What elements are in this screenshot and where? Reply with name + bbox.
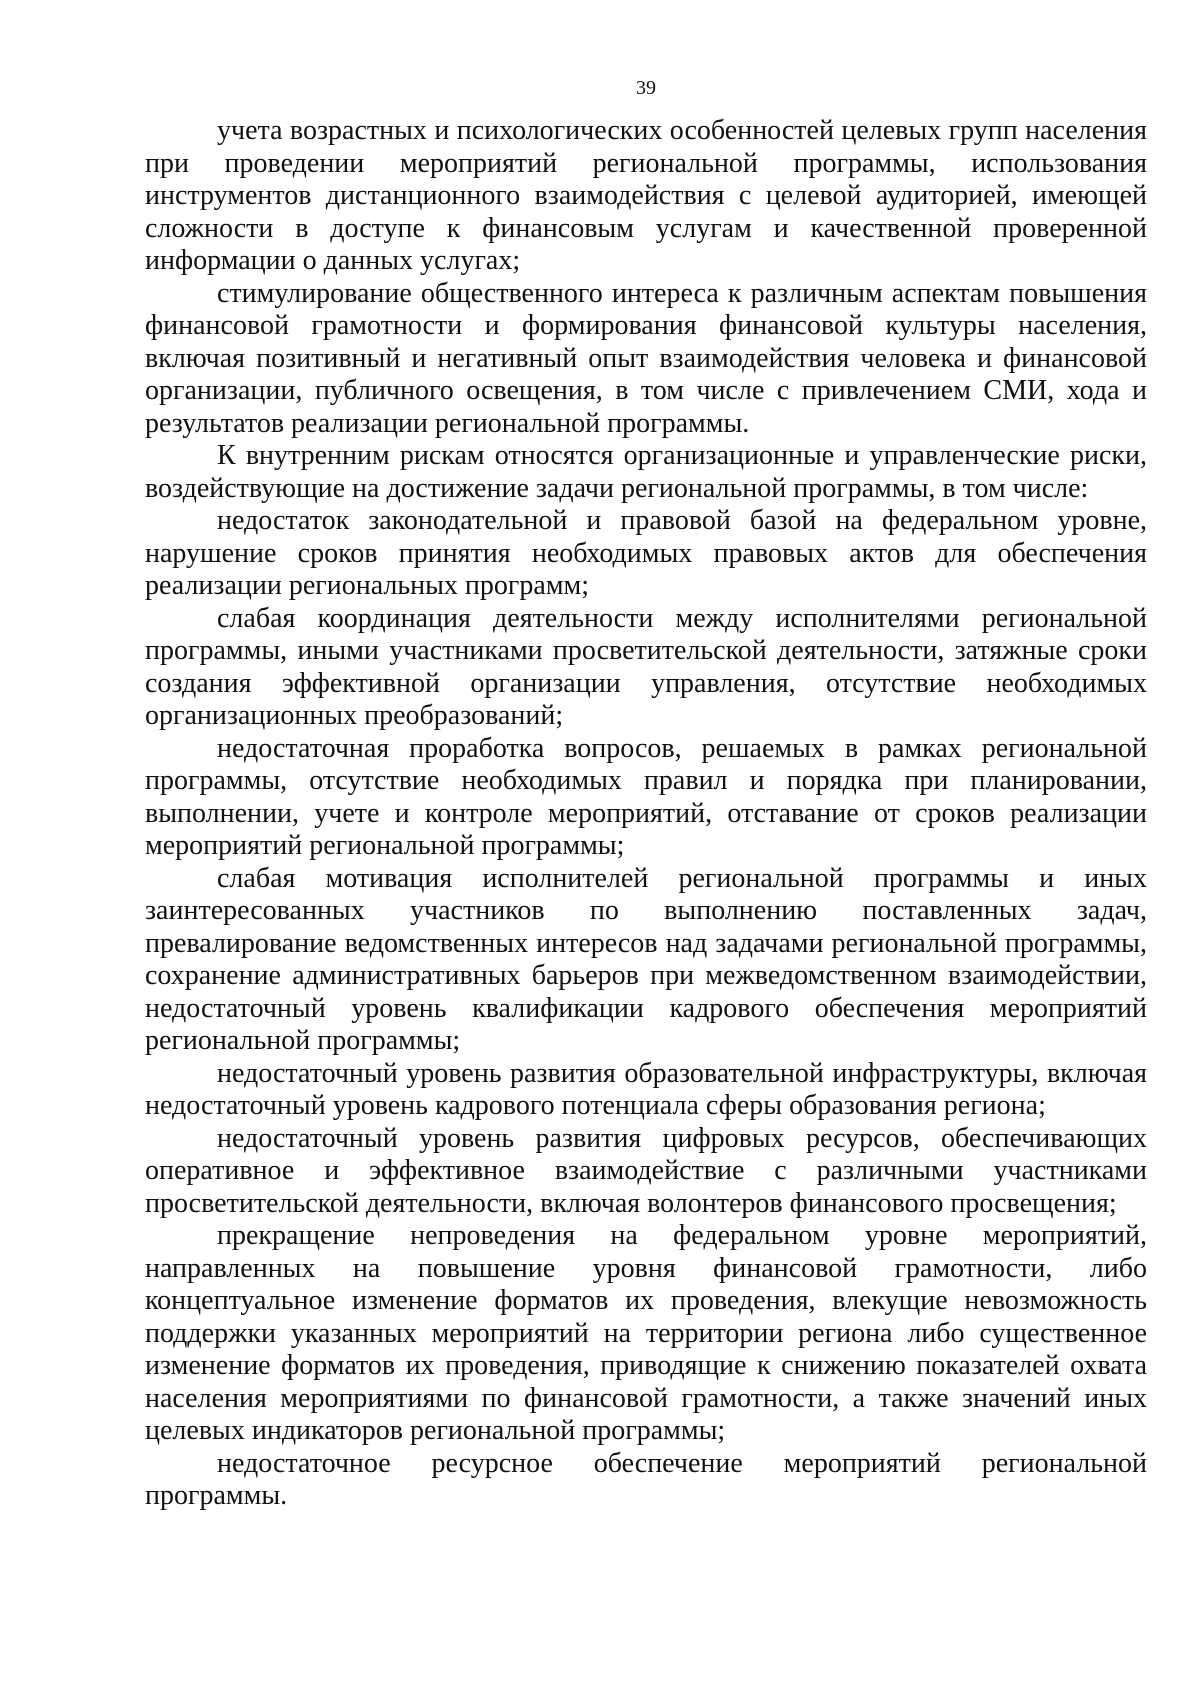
paragraph-5: слабая координация деятельности между исполнителями региональной программы, иными участниками просветительской деятельности, затяжные сроки создания эффективной организации управления, отсутствие необходимых организационных преобразований; [145,602,1147,731]
paragraph-2: стимулирование общественного интереса к различным аспектам повышения финансовой грамотности и формирования финансовой культуры населения, включая позитивный и негативный опыт взаимодействия человека и финансовой организации, публичного освещения, в том числе с привлечением СМИ, хода и результатов реализации региональной программы. [145,277,1147,439]
paragraph-7: слабая мотивация исполнителей региональной программы и иных заинтересованных участников по выполнению поставленных задач, превалирование ведомственных интересов над задачами региональной программы, сохранение административных барьеров при межведомственном взаимодействии, недостаточный уровень квалификации кадрового обеспечения мероприятий региональной программы; [145,862,1147,1056]
paragraph-11: недостаточное ресурсное обеспечение мероприятий региональной программы. [145,1447,1147,1511]
document-body [145,115,1147,1513]
paragraph-9: недостаточный уровень развития цифровых ресурсов, обеспечивающих оперативное и эффективное взаимодействие с различными участниками просветительской деятельности, включая волонтеров финансового просвещения; [145,1122,1147,1219]
paragraph-4: недостаток законодательной и правовой базой на федеральном уровне, нарушение сроков принятия необходимых правовых актов для обеспечения реализации региональных программ; [145,505,1147,601]
paragraph-3: К внутренним рискам относятся организационные и управленческие риски, воздействующие на достижение задачи региональной программы, в том числе: [145,440,1147,504]
page-number: 39 [636,77,656,99]
paragraph-10: прекращение непроведения на федеральном уровне мероприятий, направленных на повышение уровня финансовой грамотности, либо концептуальное изменение форматов их проведения, влекущие невозможность поддержки указанных мероприятий на территории региона либо существенное изменение форматов их проведения, приводящие к снижению показателей охвата населения мероприятиями по финансовой грамотности, а также значений иных целевых индикаторов региональной программы; [145,1220,1147,1446]
paragraph-6: недостаточная проработка вопросов, решаемых в рамках региональной программы, отсутствие необходимых правил и порядка при планировании, выполнении, учете и контроле мероприятий, отставание от сроков реализации мероприятий региональной программы; [145,732,1147,861]
paragraph-8: недостаточный уровень развития образовательной инфраструктуры, включая недостаточный уровень кадрового потенциала сферы образования региона; [145,1057,1147,1121]
paragraph-1: учета возрастных и психологических особенностей целевых групп населения при проведении мероприятий региональной программы, использования инструментов дистанционного взаимодействия с целевой аудиторией, имеющей сложности в доступе к финансовым услугам и качественной проверенной информации о данных услугах; [145,115,1147,276]
